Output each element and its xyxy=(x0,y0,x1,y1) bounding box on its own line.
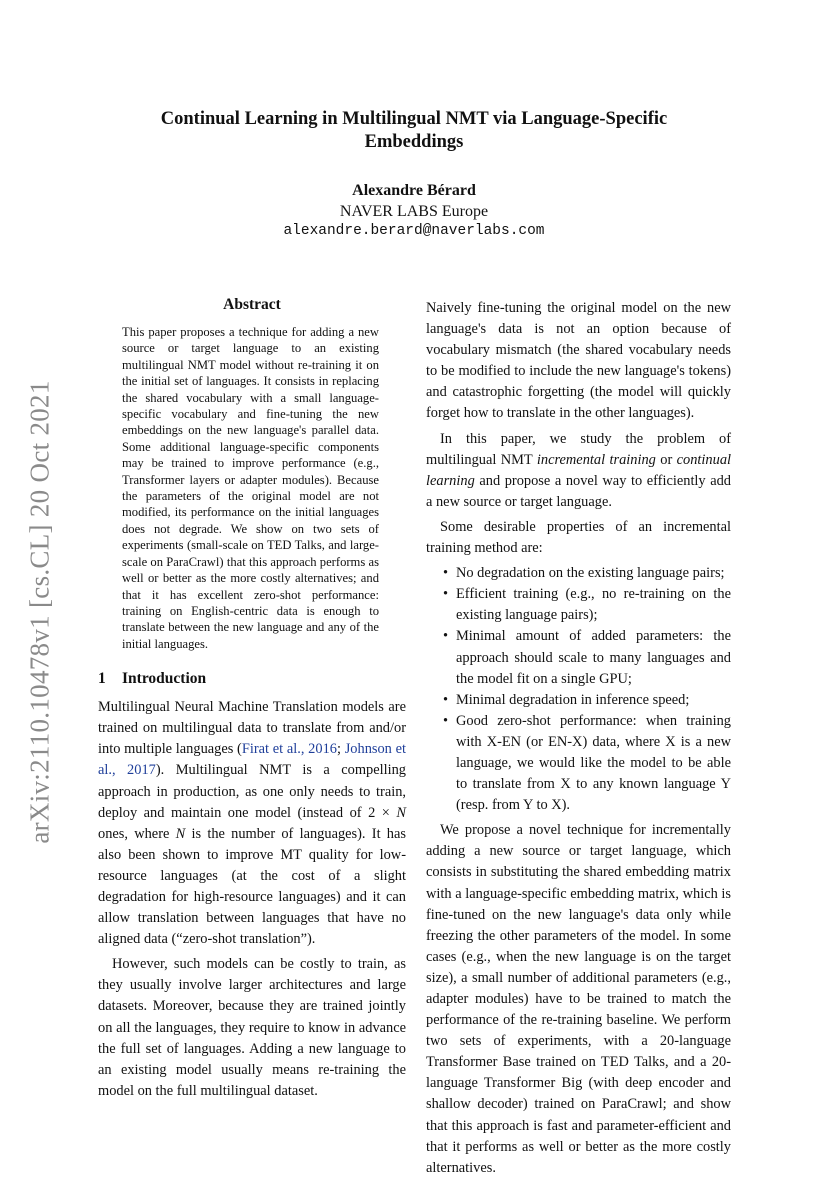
arxiv-identifier: arXiv:2110.10478v1 [cs.CL] 20 Oct 2021 xyxy=(24,380,55,844)
right-paragraph-4: We propose a novel technique for incrementally adding a new source or target language, which consists in substituting the shared embedding matrix with a language-specific embedding matrix, which is fine-tuned on the new language's data only while freezing the other parameters of the model. In some cases (e.g., when the new language is on the target size), a small number of additional parameters (e.g., adapter modules) have to be trained to match the performance of the re-training baseline. We perform two sets of experiments, with a 20-language Transformer Base trained on TED Talks, and a 20-language Transformer Big (with deep encoder and shallow decoder) trained on ParaCrawl; and show that this approach is fast and parameter-efficient and that it performs as well or better as the more costly alternatives. xyxy=(426,822,731,1176)
list-item: • No degradation on the existing language pairs; xyxy=(456,563,731,584)
section-title: Introduction xyxy=(122,670,207,688)
text-run: and propose a novel way to efficiently add a new source or target language. xyxy=(426,472,731,510)
right-paragraph-1: Naively fine-tuning the original model on the new language's data is not an option because of vocabulary mismatch (the shared vocabulary needs to be modified to include the new language's tokens) and catastrophic forgetting (the model will quickly forget how to translate in the other languages). xyxy=(426,300,731,422)
text-run: or xyxy=(655,451,677,468)
author-name: Alexandre Bérard xyxy=(352,182,476,199)
author-affiliation: NAVER LABS Europe xyxy=(339,203,489,220)
math-variable: N xyxy=(175,825,186,842)
text-run: is the number of languages). It has also been shown to improve MT quality for low-resource languages (at the cost of a slight degradation for high-resource languages) and it can allow translation between languages that have no aligned data (“zero-shot translation”). xyxy=(98,825,406,948)
left-column xyxy=(98,296,406,1102)
right-paragraph-3: Some desirable properties of an incremental training method are: xyxy=(426,518,731,557)
abstract-text: This paper proposes a technique for adding a new source or target language to an existing multilingual NMT model without re-training it on the initial set of languages. It consists in replacing the shared vocabulary with a small language-specific vocabulary and fine-tuning the new embeddings on the new language's parallel data. Some additional language-specific components may be trained to improve performance (e.g., Transformer layers or adapter modules). Because the parameters of the original model are not modified, its performance on the initial languages does not degrade. We show on two sets of experiments (small-scale on TED Talks, and large-scale on ParaCrawl) that this approach performs as well or better as the more costly alternatives; and that it has excellent zero-shot performance: training on English-centric data is enough to translate between the new language and any of the initial languages. xyxy=(122,325,379,651)
section-number: 1 xyxy=(98,670,106,688)
list-item: • Efficient training (e.g., no re-training on the existing language pairs); xyxy=(456,584,731,626)
citation-johnson-2017[interactable]: Johnson et al., 2017 xyxy=(98,741,406,779)
list-item: • Good zero-shot performance: when training with X-EN (or EN-X) data, where X is a new language, we would like the model to be able to translate from X to any known language Y (resp. from Y to X). xyxy=(456,711,731,816)
author-email: alexandre.berard@naverlabs.com xyxy=(283,223,545,239)
text-run: ; xyxy=(336,741,345,758)
title-line-1: Continual Learning in Multilingual NMT via Language-Specific xyxy=(160,109,668,129)
citation-firat-2016[interactable]: Firat et al., 2016 xyxy=(241,741,337,758)
right-column xyxy=(426,298,731,1179)
math-variable: N xyxy=(396,804,406,821)
emphasis: incremental training xyxy=(536,451,656,468)
properties-list xyxy=(426,563,731,816)
intro-paragraph-1 xyxy=(98,697,406,950)
title-line-2: Embeddings xyxy=(364,132,464,152)
right-paragraph-2 xyxy=(426,429,731,513)
intro-paragraph-2: However, such models can be costly to train, as they usually involve larger architectures and large datasets. Moreover, because they are trained jointly on all the languages, they require to know in advance the full set of languages. Adding a new language to an existing model usually means re-training the model on the full multilingual dataset. xyxy=(98,956,406,1099)
section-heading-introduction xyxy=(98,670,406,688)
list-item: • Minimal degradation in inference speed; xyxy=(456,690,731,711)
text-run: Multilingual Neural Machine Translation models are trained on multilingual data to translate from and/or into multiple languages ( xyxy=(98,699,406,758)
list-item: • Minimal amount of added parameters: the approach should scale to many languages and the model fit on a single GPU; xyxy=(456,626,731,689)
text-run: ). Multilingual NMT is a compelling approach in production, as one only needs to train, deploy and maintain one model (instead of 2 × xyxy=(98,762,406,821)
arxiv-sidebar xyxy=(0,0,60,1171)
text-run: In this paper, we study the problem of multilingual NMT xyxy=(426,430,731,468)
text-run: ones, where xyxy=(98,825,176,842)
paper-title xyxy=(120,108,708,154)
emphasis: continual learning xyxy=(426,451,732,489)
abstract-heading: Abstract xyxy=(223,296,281,313)
